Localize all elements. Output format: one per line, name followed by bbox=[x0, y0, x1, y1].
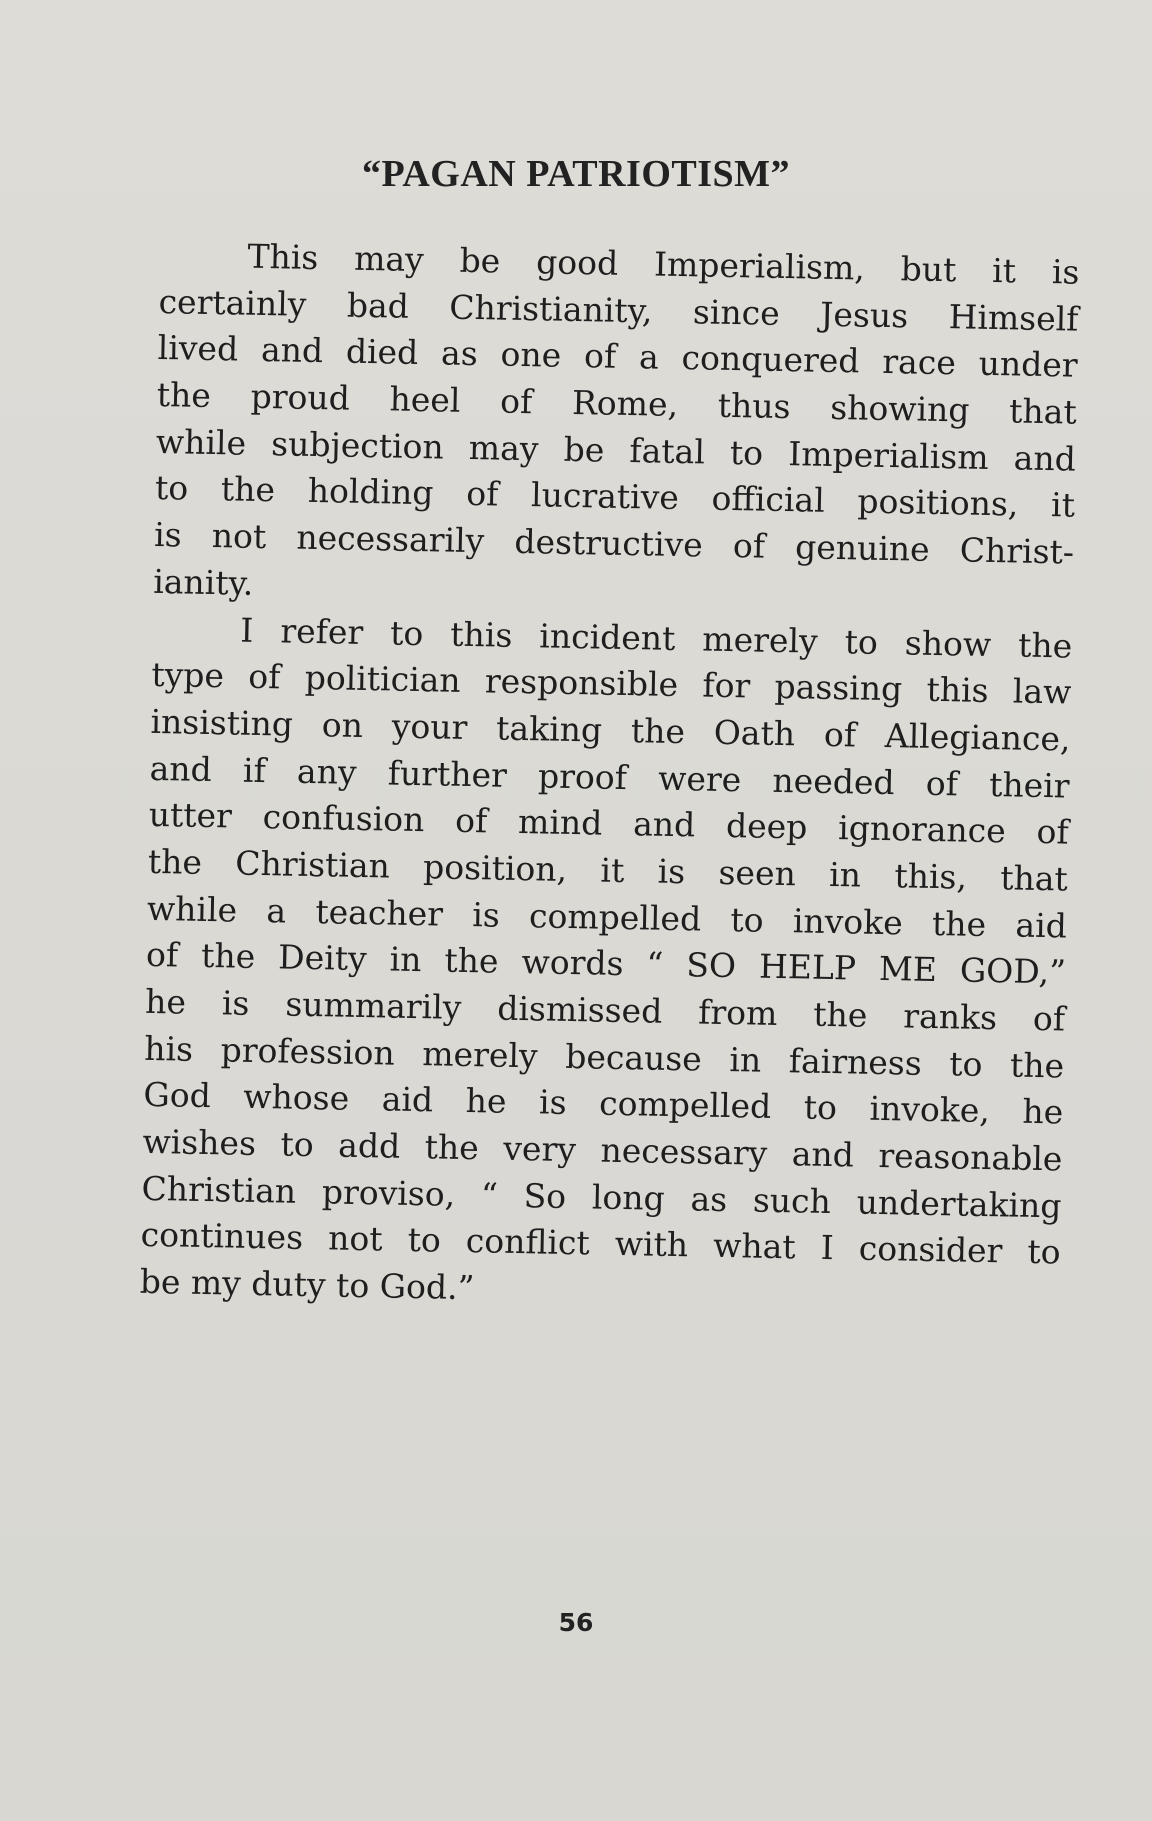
text-line: his profession merely because in fairness to the bbox=[143, 1028, 1065, 1086]
text-line: is not necessarily destructive of genuine Christ- bbox=[153, 515, 1075, 572]
text-line: the Christian position, it is seen in this, that bbox=[147, 841, 1069, 899]
text-line: Christian proviso, “ So long as such undertaking bbox=[141, 1168, 1062, 1226]
text-line: while subjection may be fatal to Imperialism and bbox=[155, 421, 1077, 479]
text-line: lived and died as one of a conquered race under bbox=[157, 328, 1078, 386]
text-line: I refer to this incident merely to show the bbox=[240, 610, 1073, 666]
chapter-title: “PAGAN PATRIOTISM” bbox=[361, 153, 791, 195]
text-line: the proud heel of Rome, thus showing that bbox=[156, 375, 1078, 432]
text-line: and if any further proof were needed of their bbox=[149, 748, 1070, 806]
text-line: insisting on your taking the Oath of Allegiance, bbox=[150, 701, 1071, 759]
text-line: God whose aid he is compelled to invoke, he bbox=[143, 1075, 1064, 1132]
text-line: type of politician responsible for passing this law bbox=[151, 655, 1072, 712]
text-line: be my duty to God.” bbox=[139, 1261, 475, 1308]
text-line: while a teacher is compelled to invoke the aid bbox=[146, 888, 1068, 946]
text-line: wishes to add the very necessary and reasonable bbox=[142, 1121, 1063, 1179]
text-line: to the holding of lucrative official positions, it bbox=[154, 468, 1076, 526]
text-line: This may be good Imperialism, but it is bbox=[247, 236, 1080, 292]
text-line: he is summarily dismissed from the ranks of bbox=[144, 981, 1066, 1039]
text-line: continues not to conflict with what I consider to bbox=[140, 1215, 1061, 1272]
text-line: ianity. bbox=[152, 561, 254, 603]
text-line: of the Deity in the words “ SO HELP ME GOD,” bbox=[145, 935, 1067, 992]
text-line: utter confusion of mind and deep ignorance of bbox=[148, 795, 1070, 852]
text-line: certainly bad Christianity, since Jesus Himself bbox=[158, 281, 1079, 339]
body-text bbox=[139, 232, 1079, 1323]
page-number: 56 bbox=[558, 1608, 594, 1637]
